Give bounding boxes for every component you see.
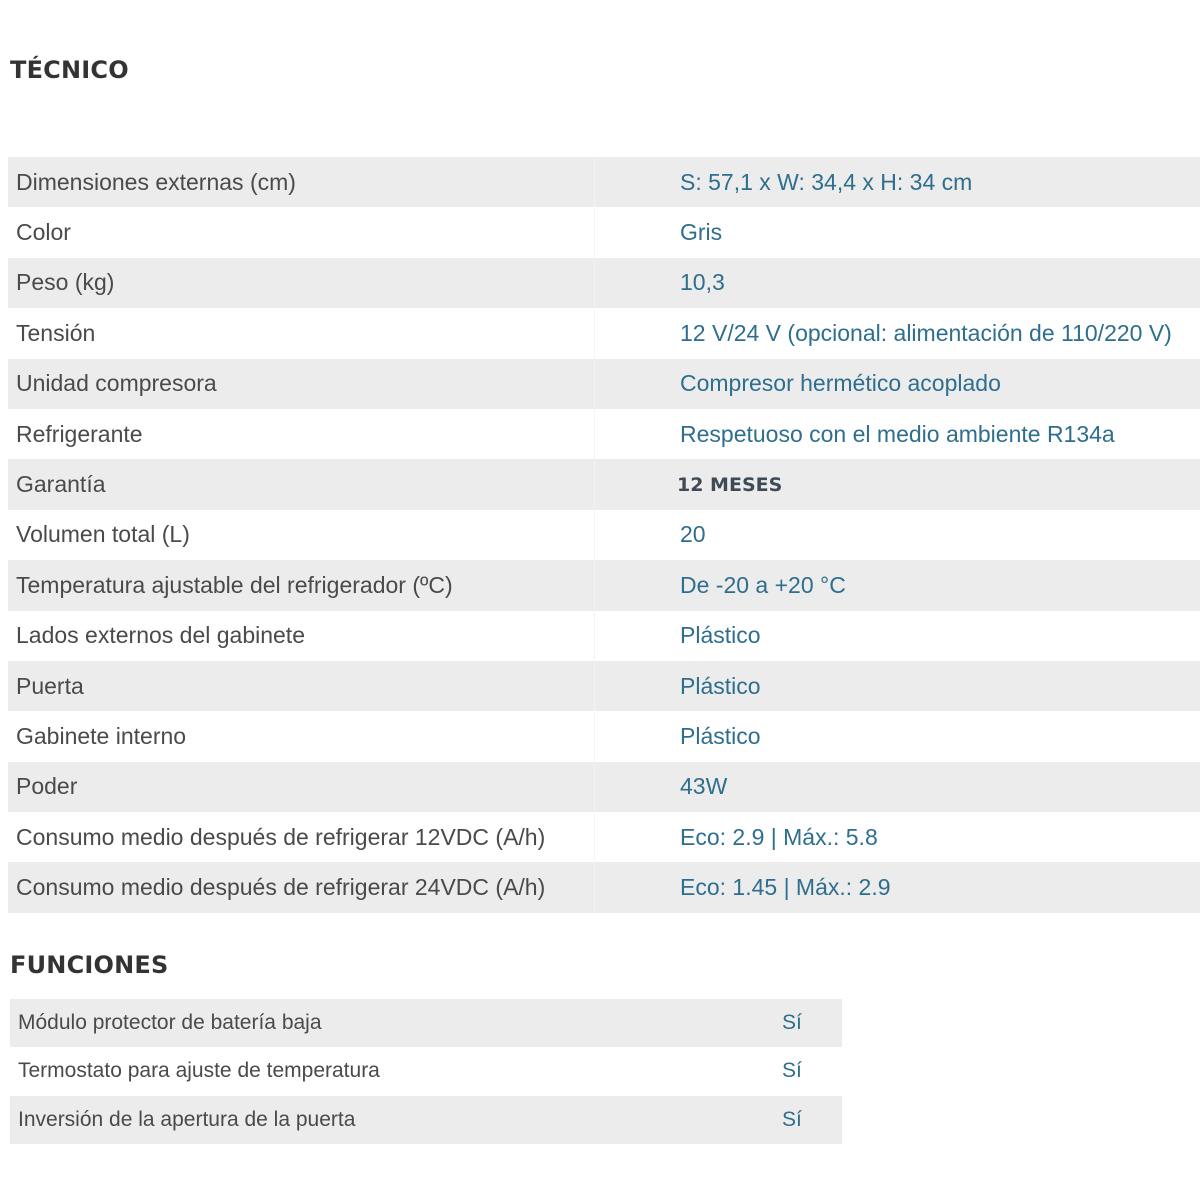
spec-label: Dimensiones externas (cm): [8, 157, 595, 207]
funciones-feature-table: [10, 999, 842, 1144]
spec-row: [8, 258, 1200, 308]
feature-value: Sí: [768, 1047, 842, 1095]
spec-value: 43W: [595, 762, 1200, 812]
section-title-tecnico: TÉCNICO: [10, 56, 129, 84]
spec-row: [8, 611, 1200, 661]
spec-value: Eco: 2.9 | Máx.: 5.8: [595, 812, 1200, 862]
feature-row: [10, 1047, 842, 1095]
spec-row: [8, 308, 1200, 358]
feature-row: [10, 999, 842, 1047]
spec-row: [8, 661, 1200, 711]
feature-value: Sí: [768, 1096, 842, 1144]
spec-value: Compresor hermético acoplado: [595, 359, 1200, 409]
spec-value: S: 57,1 x W: 34,4 x H: 34 cm: [595, 157, 1200, 207]
feature-value: Sí: [768, 999, 842, 1047]
spec-value: Plástico: [595, 661, 1200, 711]
spec-label: Unidad compresora: [8, 359, 595, 409]
spec-value: Respetuoso con el medio ambiente R134a: [595, 409, 1200, 459]
spec-label: Volumen total (L): [8, 510, 595, 560]
spec-row: [8, 510, 1200, 560]
spec-label: Peso (kg): [8, 258, 595, 308]
spec-label: Lados externos del gabinete: [8, 611, 595, 661]
spec-row: [8, 207, 1200, 257]
spec-row: [8, 359, 1200, 409]
spec-row: [8, 762, 1200, 812]
feature-label: Termostato para ajuste de temperatura: [10, 1047, 768, 1095]
spec-value: 10,3: [595, 258, 1200, 308]
spec-label: Gabinete interno: [8, 711, 595, 761]
spec-label: Color: [8, 207, 595, 257]
section-title-funciones: FUNCIONES: [10, 951, 169, 979]
spec-row: [8, 459, 1200, 509]
spec-value-warranty: 12 MESES: [595, 459, 1200, 509]
feature-label: Inversión de la apertura de la puerta: [10, 1096, 768, 1144]
spec-row: [8, 157, 1200, 207]
spec-value: Eco: 1.45 | Máx.: 2.9: [595, 862, 1200, 912]
spec-label: Temperatura ajustable del refrigerador (ºC): [8, 560, 595, 610]
spec-label: Tensión: [8, 308, 595, 358]
spec-label: Puerta: [8, 661, 595, 711]
spec-value: Plástico: [595, 711, 1200, 761]
spec-row: [8, 812, 1200, 862]
spec-value: De -20 a +20 °C: [595, 560, 1200, 610]
spec-value: Gris: [595, 207, 1200, 257]
tecnico-spec-table: [8, 157, 1200, 913]
spec-row: [8, 862, 1200, 912]
spec-label: Consumo medio después de refrigerar 24VDC (A/h): [8, 862, 595, 912]
spec-label: Consumo medio después de refrigerar 12VDC (A/h): [8, 812, 595, 862]
spec-value: 20: [595, 510, 1200, 560]
spec-row: [8, 409, 1200, 459]
spec-label: Garantía: [8, 459, 595, 509]
spec-label: Refrigerante: [8, 409, 595, 459]
spec-value: 12 V/24 V (opcional: alimentación de 110/220 V): [595, 308, 1200, 358]
spec-row: [8, 560, 1200, 610]
spec-value: Plástico: [595, 611, 1200, 661]
feature-row: [10, 1096, 842, 1144]
feature-label: Módulo protector de batería baja: [10, 999, 768, 1047]
spec-row: [8, 711, 1200, 761]
spec-label: Poder: [8, 762, 595, 812]
